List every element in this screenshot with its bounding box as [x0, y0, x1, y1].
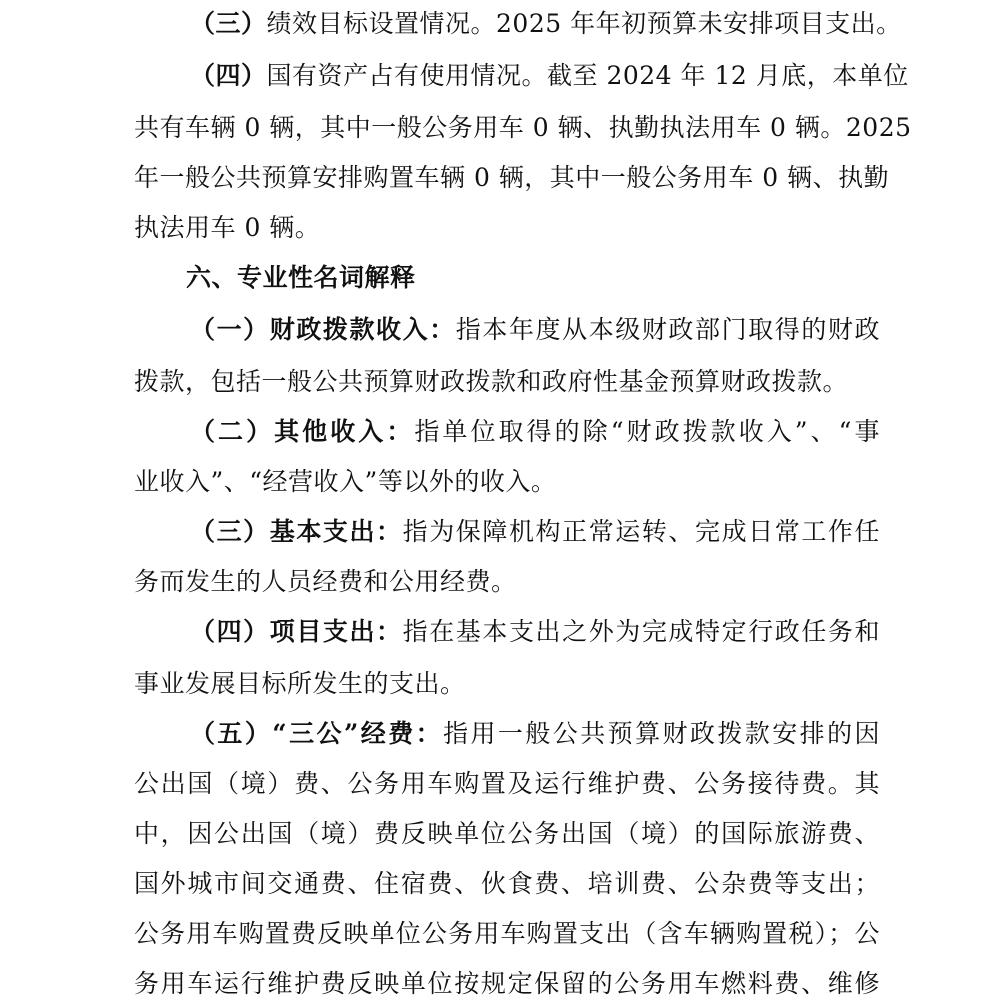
- glossary-three-public-line-3: 中，因公出国（境）费反映单位公务出国（境）的国际旅游费、: [134, 819, 880, 848]
- paragraph-state-assets-line-2: 共有车辆 0 辆，其中一般公务用车 0 辆、执勤执法用车 0 辆。2025: [134, 113, 912, 142]
- glossary-three-public-line-2: 公出国（境）费、公务用车购置及运行维护费、公务接待费。其: [134, 769, 880, 798]
- paragraph-text: 绩效目标设置情况。2025 年年初预算未安排项目支出。: [266, 9, 902, 38]
- term-definition: 指用一般公共预算财政拨款安排的因: [443, 719, 880, 748]
- glossary-other-income-line-2: 业收入”、“经营收入”等以外的收入。: [134, 467, 557, 496]
- glossary-three-public-line-6: 务用车运行维护费反映单位按规定保留的公务用车燃料费、维修: [134, 969, 880, 998]
- glossary-project-expenditure-line-2: 事业发展目标所发生的支出。: [134, 669, 466, 698]
- paragraph-state-assets-line-4: 执法用车 0 辆。: [134, 213, 321, 242]
- paragraph-performance-goals: [134, 4, 902, 44]
- paragraph-state-assets-line-3: 年一般公共预算安排购置车辆 0 辆，其中一般公务用车 0 辆、执勤: [134, 163, 890, 192]
- section-heading-glossary: 六、专业性名词解释: [186, 263, 416, 292]
- term-label: （四）项目支出：: [190, 617, 403, 646]
- term-label: （五）“三公”经费：: [190, 719, 444, 748]
- paragraph-state-assets-line-1: [134, 56, 909, 96]
- glossary-fiscal-appropriation-line-1: [134, 310, 880, 350]
- glossary-fiscal-appropriation-line-2: 拨款，包括一般公共预算财政拨款和政府性基金预算财政拨款。: [134, 367, 849, 396]
- glossary-three-public-line-1: [134, 714, 880, 754]
- glossary-basic-expenditure-line-2: 务而发生的人员经费和公用经费。: [134, 567, 517, 596]
- term-definition: 指单位取得的除“财政拨款收入”、“事: [414, 417, 880, 446]
- glossary-three-public-line-5: 公务用车购置费反映单位公务用车购置支出（含车辆购置税）；公: [134, 919, 880, 948]
- term-definition: 指本年度从本级财政部门取得的财政: [455, 315, 880, 344]
- term-label: （一）财政拨款收入：: [190, 315, 456, 344]
- section-label: （四）: [190, 61, 267, 90]
- section-label: （三）: [190, 9, 267, 38]
- glossary-three-public-line-4: 国外城市间交通费、住宿费、伙食费、培训费、公杂费等支出；: [134, 869, 880, 898]
- glossary-project-expenditure-line-1: [134, 612, 880, 652]
- term-definition: 指为保障机构正常运转、完成日常工作任: [402, 517, 880, 546]
- term-label: （三）基本支出：: [190, 517, 403, 546]
- paragraph-text: 国有资产占有使用情况。截至 2024 年 12 月底，本单位: [266, 61, 909, 90]
- term-definition: 指在基本支出之外为完成特定行政任务和: [402, 617, 880, 646]
- glossary-other-income-line-1: [134, 412, 880, 452]
- glossary-basic-expenditure-line-1: [134, 512, 880, 552]
- term-label: （二）其他收入：: [190, 417, 415, 446]
